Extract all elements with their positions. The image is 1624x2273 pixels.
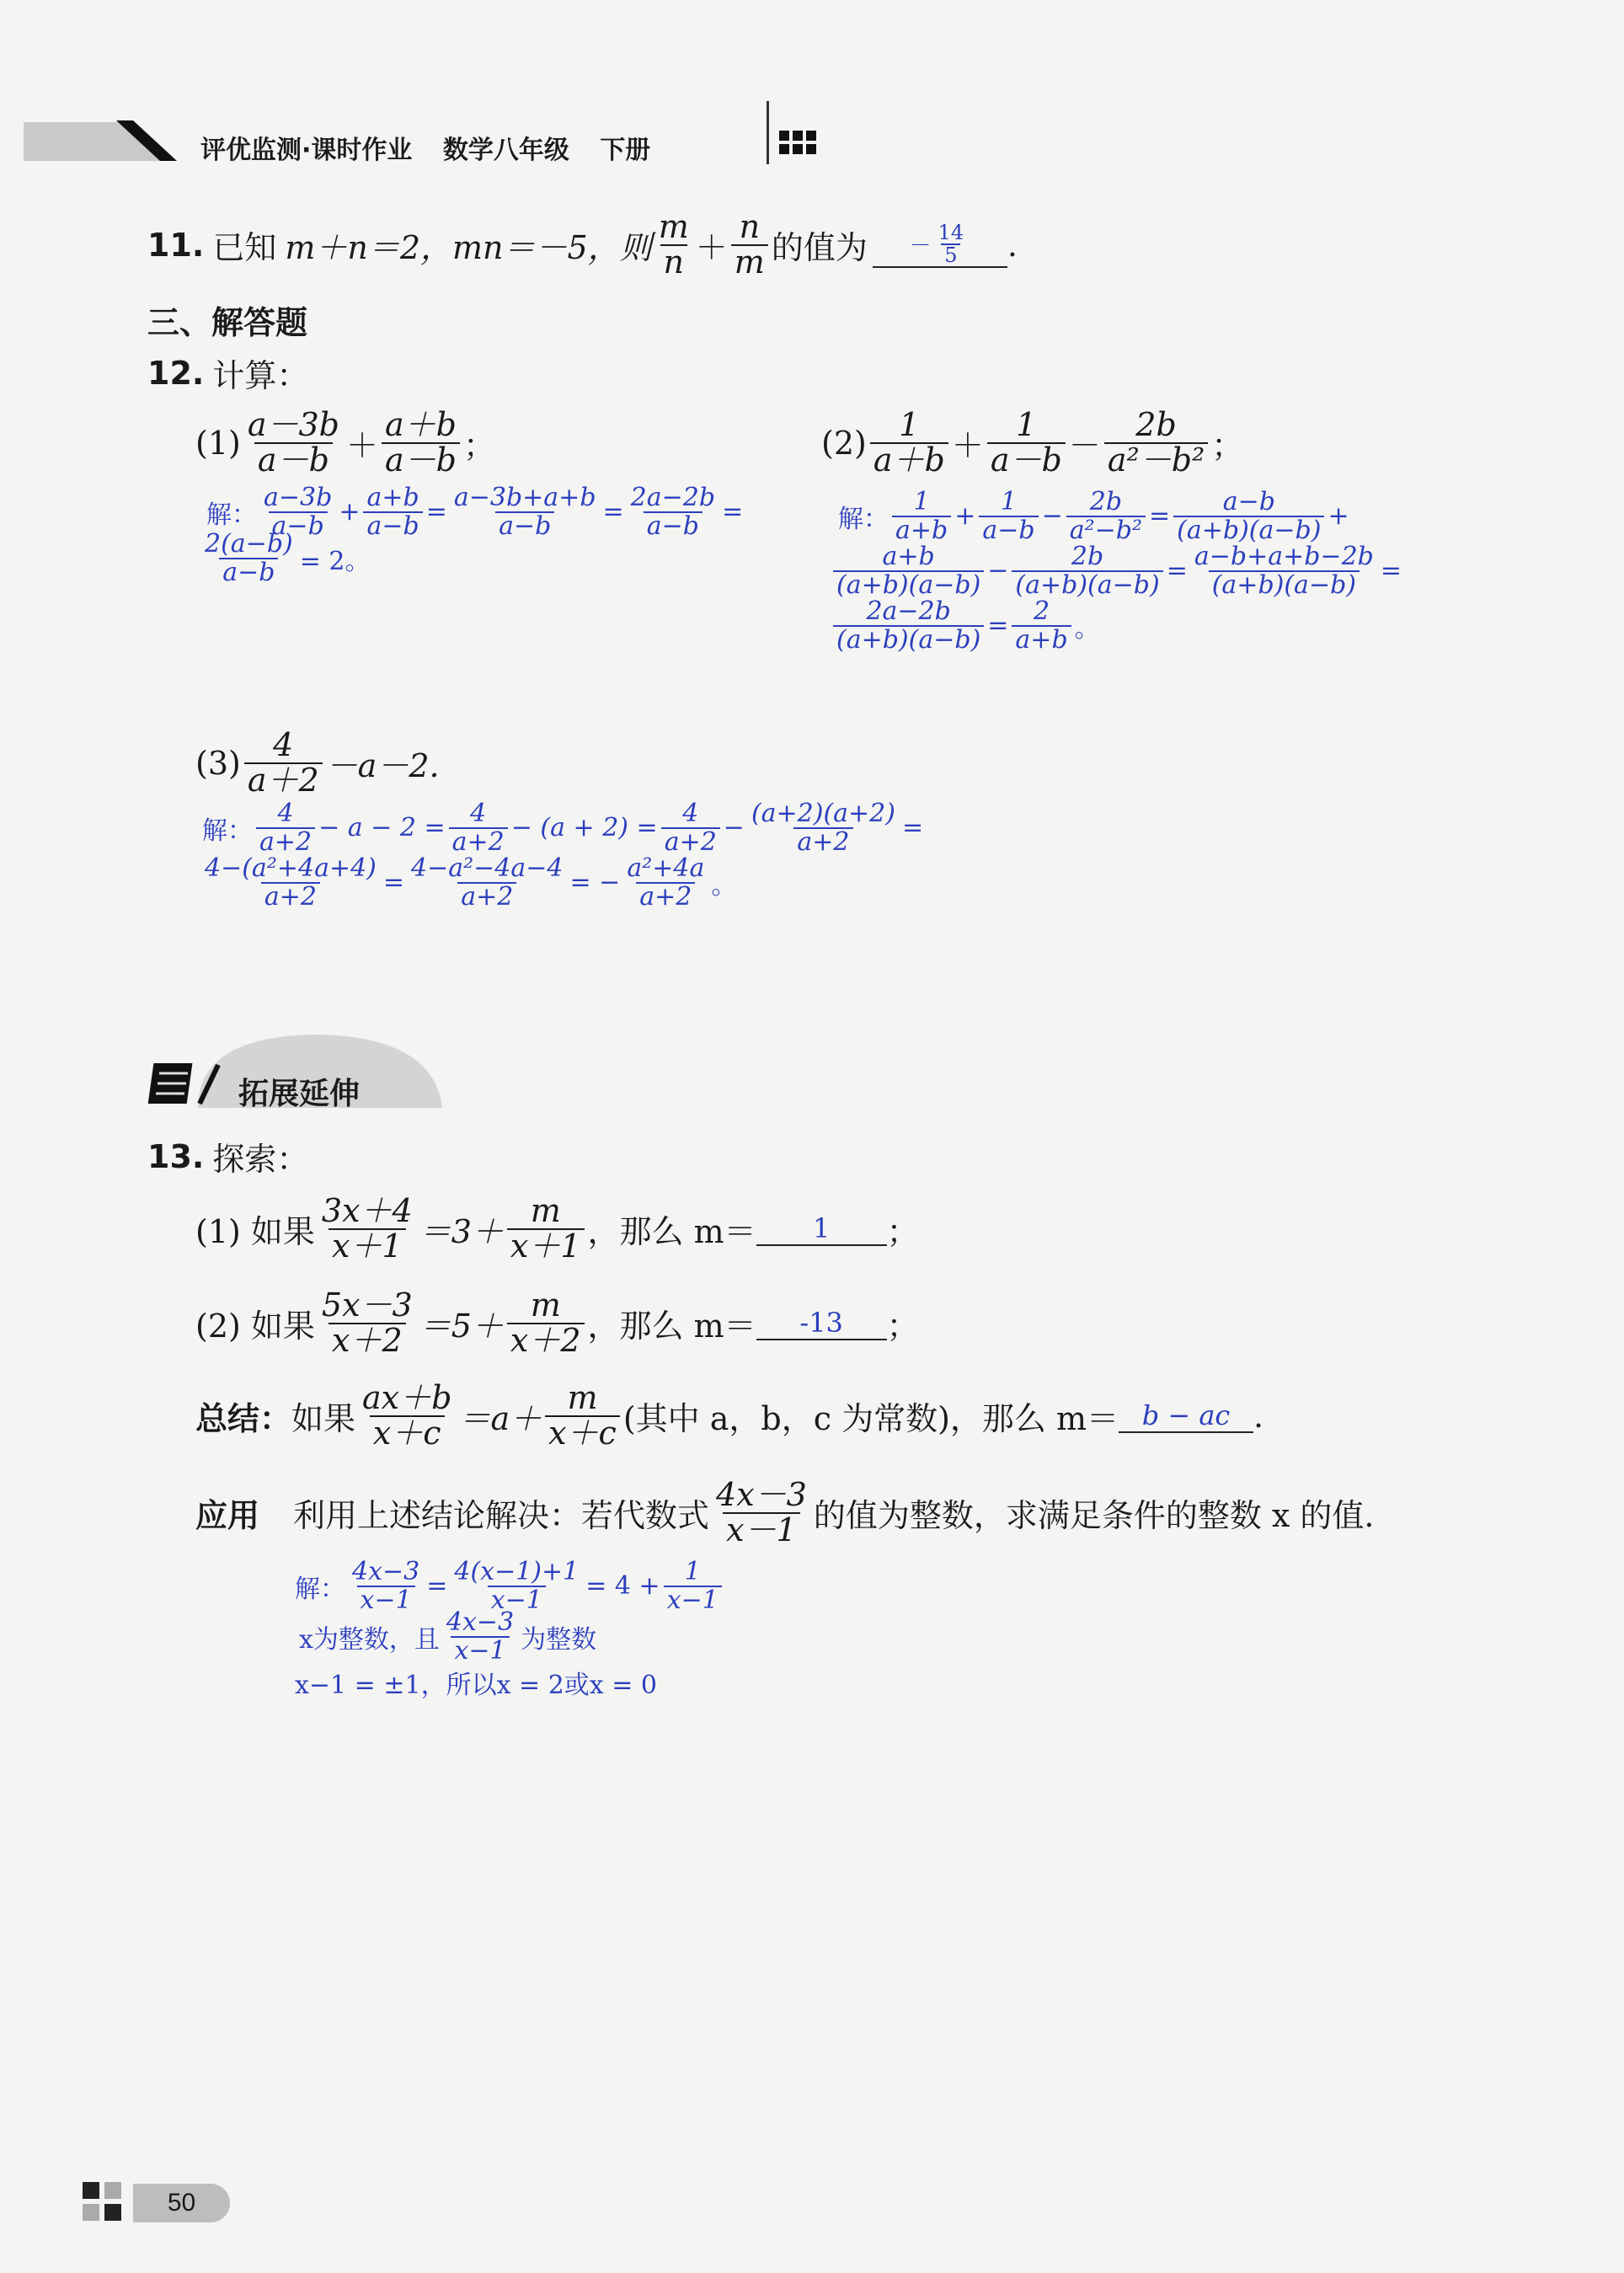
fraction (449, 800, 508, 855)
q12-part3-solution-line1: 解： $\frac{4}{a+2}$ − a − 2 = $\frac{4}{a+2}$ − (a + 2) = $\frac{4}{a+2}$ − $\frac{(a+2)(a+2)}{a+2}$ = (202, 799, 924, 857)
fraction (628, 484, 719, 539)
text: 已知 (212, 229, 277, 267)
q13-part1 (195, 1192, 919, 1265)
fraction (623, 855, 708, 910)
denominator: x＋1 (329, 1228, 406, 1264)
numerator: a−b (1222, 487, 1275, 516)
fraction (1012, 598, 1071, 653)
denominator: a²−b² (1066, 516, 1146, 544)
q13-summary (195, 1379, 1264, 1452)
text: ＝5＋ (419, 1308, 504, 1345)
denominator: a+2 (449, 827, 508, 856)
denominator: x＋c (370, 1415, 445, 1451)
numerator: m (530, 1192, 561, 1229)
denominator: a−b (269, 511, 328, 540)
numerator: 5x－3 (321, 1286, 413, 1324)
fraction (244, 406, 343, 479)
header-title: 评优监测·课时作业 (200, 136, 413, 165)
text: (1) 如果 (195, 1213, 315, 1251)
denominator: a−b (219, 558, 278, 586)
fraction (443, 1609, 517, 1664)
header-subject: 数学八年级 (442, 136, 569, 165)
text: = 2。 (299, 546, 371, 576)
q12-part3-solution-line2: $\frac{\text{4−(a²+4a+4)}}{a+2}$ = $\frac{\text{4−a²−4a−4}}{a+2}$ = − $\frac{\text{a²+4a}}{a+2}$ 。 (198, 855, 736, 910)
fraction (1191, 543, 1377, 598)
numerator: 1 (1016, 406, 1037, 443)
fraction (451, 1559, 582, 1613)
fraction (507, 1286, 585, 1359)
text: 。 (1074, 613, 1100, 644)
numerator: m (530, 1286, 561, 1324)
fraction (244, 726, 323, 799)
fraction (935, 222, 968, 266)
text: 总结： (195, 1400, 292, 1438)
denominator: a²－b² (1104, 442, 1208, 478)
fraction (1012, 543, 1162, 598)
denominator: a+2 (793, 827, 852, 856)
page-number-tab (133, 2184, 230, 2222)
fraction (507, 1192, 585, 1265)
footer-grid-icon (83, 2182, 125, 2224)
text: ＋ (346, 427, 379, 465)
extension-banner (147, 1028, 451, 1111)
fraction (655, 208, 692, 281)
numerator: ax＋b (362, 1379, 452, 1416)
fraction (201, 855, 380, 910)
denominator: n (660, 244, 687, 280)
numerator: 4x−3 (352, 1557, 420, 1586)
numerator: 4 (277, 799, 294, 828)
text: 解： (838, 504, 889, 534)
q12-part1-solution-line1: 解： $\frac{a-3b}{a-b}$ + $\frac{a+b}{a-b}$ = $\frac{a-3b+a+b}{a-b}$ = $\frac{2a-2b}{a-b}$ = (206, 483, 744, 541)
header-grid-icon (779, 131, 826, 159)
denominator: (a+b)(a−b) (1173, 516, 1324, 544)
text: ＝3＋ (419, 1213, 504, 1251)
fraction (318, 1192, 416, 1265)
numerator: a²+4a (627, 853, 705, 883)
denominator: x−1 (357, 1586, 415, 1614)
fraction (870, 406, 948, 479)
text: (其中 a，b，c 为常数)，那么 m＝ (622, 1400, 1119, 1438)
numerator: 4x－3 (716, 1476, 807, 1513)
text: 的值为 (771, 229, 868, 267)
numerator: 2a−2b (866, 596, 951, 626)
text: 如果 (291, 1400, 356, 1438)
denominator: a−b (979, 516, 1038, 544)
numerator: 14 (938, 220, 964, 244)
numerator: 4x−3 (446, 1607, 515, 1637)
fraction (201, 531, 296, 586)
text: (1) (195, 424, 241, 462)
fraction (349, 1559, 423, 1613)
numerator: 2 (1033, 596, 1050, 626)
numerator: 4−(a²+4a+4) (205, 853, 377, 883)
page-number: 50 (167, 2189, 196, 2217)
denominator: a+2 (661, 827, 720, 856)
header-volume: 下册 (600, 136, 651, 165)
numerator: m (567, 1379, 598, 1416)
text: ，那么 m＝ (587, 1213, 756, 1251)
text: 探索： (212, 1141, 309, 1178)
denominator: a+2 (256, 827, 315, 856)
numerator: a−b+a+b−2b (1194, 542, 1374, 571)
answer-blank: -13 (756, 1307, 887, 1340)
extension-title: 拓展延伸 (238, 1077, 361, 1111)
denominator: a+b (892, 516, 951, 544)
fraction (1104, 406, 1208, 479)
fraction (664, 1559, 722, 1613)
fraction (979, 489, 1038, 543)
answer-blank: b − ac (1119, 1399, 1253, 1433)
numerator: 4 (470, 799, 487, 828)
fraction (731, 208, 768, 281)
text: 13. (147, 1137, 205, 1175)
text: x−1 = ±1，所以x = 2或x = 0 (295, 1671, 658, 1700)
numerator: a−3b+a+b (453, 483, 596, 512)
notebook-pencil-icon (147, 1060, 223, 1107)
numerator: 2a−2b (630, 483, 716, 512)
denominator: a＋b (870, 442, 948, 478)
answer-blank: 1 (756, 1212, 887, 1246)
numerator: 2b (1089, 487, 1123, 516)
text: ； (886, 1213, 919, 1251)
q12-part1-solution-line2 (198, 531, 371, 586)
q12-part3 (195, 726, 440, 799)
text: 12. (147, 354, 205, 392)
denominator: a+2 (636, 882, 695, 911)
text: 利用上述结论解决：若代数式 (293, 1497, 710, 1535)
denominator: x－1 (723, 1512, 800, 1548)
numerator: a＋b (385, 406, 457, 443)
fraction (1173, 489, 1324, 543)
fraction (1066, 489, 1146, 543)
denominator: (a+b)(a−b) (1012, 570, 1162, 599)
denominator: a－b (254, 442, 333, 478)
q13-solution-line2 (299, 1609, 596, 1664)
text: (2) 如果 (195, 1308, 315, 1345)
fraction (256, 800, 315, 855)
text: 解： (295, 1574, 345, 1604)
fraction (748, 800, 899, 855)
denominator: a−b (495, 511, 554, 540)
answer-blank (873, 222, 1007, 268)
denominator: a−b (644, 511, 702, 540)
numerator: 2(a−b) (205, 529, 293, 559)
fraction (833, 598, 984, 653)
numerator: 4(x−1)+1 (454, 1557, 580, 1586)
numerator: 2b (1135, 406, 1177, 443)
q13-solution-line3 (295, 1664, 657, 1701)
numerator: 1 (913, 487, 930, 516)
q12-part1 (195, 406, 496, 479)
fraction (318, 1286, 416, 1359)
text: x为整数，且 (299, 1624, 440, 1655)
q12-part2-solution-line3: $\frac{2a-2b}{(a+b)(a-b)}$ = $\frac{2}{a+b}$ 。 (830, 598, 1100, 653)
text: ； (886, 1308, 919, 1345)
fraction (713, 1476, 810, 1548)
denominator: a＋2 (244, 762, 323, 798)
denominator: a−b (363, 511, 422, 540)
question-12-title (147, 350, 308, 396)
denominator: (a+b)(a−b) (833, 625, 984, 654)
numerator: m (658, 208, 689, 245)
header-divider (767, 101, 769, 164)
fraction (833, 543, 984, 598)
q13-application (195, 1476, 1375, 1548)
denominator: a－b (382, 442, 460, 478)
numerator: (a+2)(a+2) (751, 799, 895, 828)
numerator: a+b (366, 483, 419, 512)
question-13-title (147, 1133, 308, 1179)
numerator: 1 (899, 406, 920, 443)
numerator: 4−a²−4a−4 (411, 853, 564, 883)
numerator: 2b (1071, 542, 1104, 571)
text: 11. (147, 226, 205, 264)
text: ＝a＋ (458, 1400, 542, 1438)
question-11: 11. 已知 m＋n＝2，mn＝－5，则 $\frac{m}{n}$ ＋ $\frac{n}{m}$ 的值为 － $\frac{14}{5}$ . (147, 208, 1018, 281)
numerator: n (739, 208, 761, 245)
text: ，那么 m＝ (587, 1308, 756, 1345)
denominator: a+2 (457, 882, 516, 911)
text: 的值为整数，求满足条件的整数 x 的值. (813, 1497, 1375, 1535)
text: . (1253, 1397, 1264, 1435)
denominator: x＋1 (507, 1228, 585, 1264)
header-bar (24, 114, 765, 165)
q12-part2-solution-line1: 解： $\frac{1}{a+b}$ + $\frac{1}{a-b}$ − $\frac{2b}{\text{a²−b²}}$ = $\frac{a-b}{(a+b)(a-b)}$ + (838, 487, 1349, 545)
denominator: x＋2 (329, 1323, 406, 1358)
fraction (545, 1379, 620, 1452)
numerator: 3x＋4 (321, 1192, 413, 1229)
denominator: a+b (1012, 625, 1071, 654)
text: －a－2. (325, 747, 440, 785)
text: (2) (821, 424, 867, 462)
denominator: x−1 (664, 1586, 722, 1614)
denominator: 5 (941, 243, 960, 266)
denominator: a－b (987, 442, 1066, 478)
denominator: x＋2 (507, 1323, 585, 1358)
text: m＋n＝2，mn＝－5，则 (285, 229, 652, 267)
numerator: 1 (1000, 487, 1018, 516)
fraction (359, 1379, 455, 1452)
text: − (a + 2) = (510, 813, 658, 842)
text: ； (463, 427, 496, 465)
text: − (723, 813, 745, 842)
fraction (382, 406, 460, 479)
fraction (661, 800, 720, 855)
numerator: 1 (684, 1557, 701, 1586)
text: = 4 + (585, 1571, 660, 1601)
q13-solution-line1: 解： $\frac{4x-3}{x-1}$ = $\frac{4(x-1)+1}{x-1}$ = 4 + $\frac{1}{x-1}$ (295, 1559, 725, 1613)
numerator: 4 (273, 726, 294, 763)
numerator: 4 (682, 799, 699, 828)
denominator: m (731, 244, 768, 280)
numerator: a+b (882, 542, 935, 571)
text: 。 (711, 870, 737, 901)
fraction (363, 484, 422, 539)
text: 计算： (212, 357, 309, 394)
q12-part2: (2) $\frac{1}{a+b}$ ＋ $\frac{1}{a-b}$ － $\frac{2b}{\text{a²－b²}}$ ； (821, 406, 1244, 479)
fraction (408, 855, 566, 910)
denominator: (a+b)(a−b) (1209, 570, 1360, 599)
numerator: a−3b (264, 483, 333, 512)
denominator: a+2 (261, 882, 320, 911)
denominator: (a+b)(a−b) (833, 570, 984, 599)
text: 为整数 (521, 1624, 597, 1655)
text: 解： (206, 500, 257, 530)
q13-part2 (195, 1286, 919, 1359)
text: (3) (195, 744, 241, 782)
denominator: x＋c (545, 1415, 620, 1451)
q12-part2-solution-line2: $\frac{a+b}{(a+b)(a-b)}$ − $\frac{2b}{(a+b)(a-b)}$ = $\frac{a-b+a+b-2b}{(a+b)(a-b)}$ = (830, 543, 1402, 598)
text: 解： (202, 816, 253, 846)
fraction (987, 406, 1066, 479)
denominator: x−1 (488, 1586, 546, 1614)
text: ； (1211, 427, 1244, 465)
header-swoosh-icon (24, 114, 192, 161)
text: 应用 (195, 1497, 260, 1535)
fraction (892, 489, 951, 543)
section-title: 三、解答题 (147, 304, 308, 341)
numerator: a－3b (247, 406, 339, 443)
fraction (451, 484, 600, 539)
text: − a − 2 = (318, 813, 446, 842)
text: － (909, 233, 932, 259)
denominator: x−1 (451, 1636, 509, 1665)
